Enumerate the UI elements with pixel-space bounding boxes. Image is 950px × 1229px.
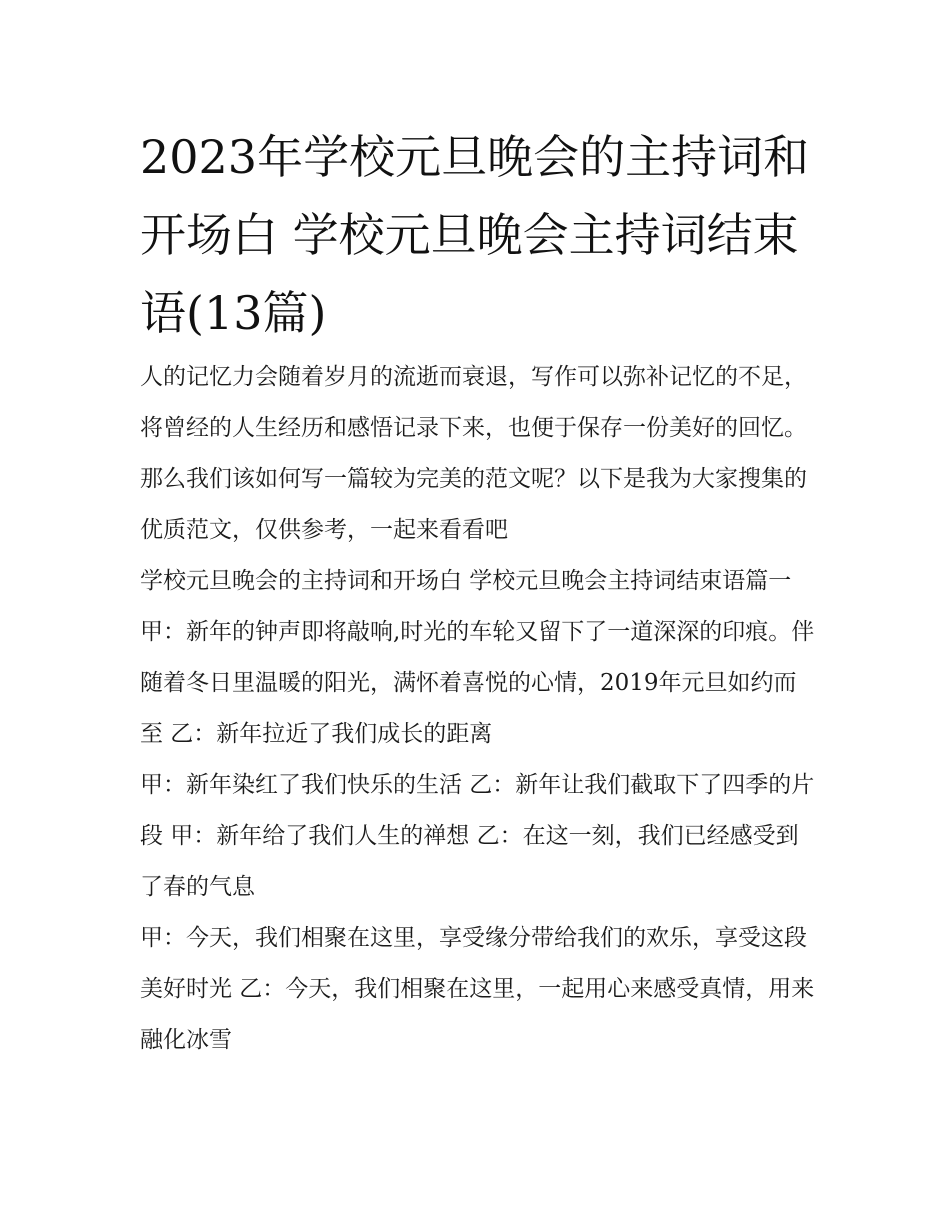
document-title: 2023年学校元旦晚会的主持词和开场白 学校元旦晚会主持词结束语(13篇) [140,130,810,340]
document-body [140,352,815,1066]
section-heading: 学校元旦晚会的主持词和开场白 学校元旦晚会主持词结束语篇一 [140,568,792,594]
script-paragraph: 甲：今天，我们相聚在这里，享受缘分带给我们的欢乐，享受这段美好时光 乙：今天，我们相聚在这里，一起用心来感受真情，用来融化冰雪 [140,925,815,1053]
script-paragraph: 甲：新年的钟声即将敲响,时光的车轮又留下了一道深深的印痕。伴随着冬日里温暖的阳光，满怀着喜悦的心情，2019年元旦如约而至 乙：新年拉近了我们成长的距离 [140,619,815,747]
intro-paragraph: 人的记忆力会随着岁月的流逝而衰退，写作可以弥补记忆的不足，将曾经的人生经历和感悟记录下来，也便于保存一份美好的回忆。那么我们该如何写一篇较为完美的范文呢？以下是我为大家搜集的优质范文，仅供参考，一起来看看吧 [140,364,807,543]
script-paragraph: 甲：新年染红了我们快乐的生活 乙：新年让我们截取下了四季的片段 甲：新年给了我们人生的禅想 乙：在这一刻，我们已经感受到了春的气息 [140,772,815,900]
